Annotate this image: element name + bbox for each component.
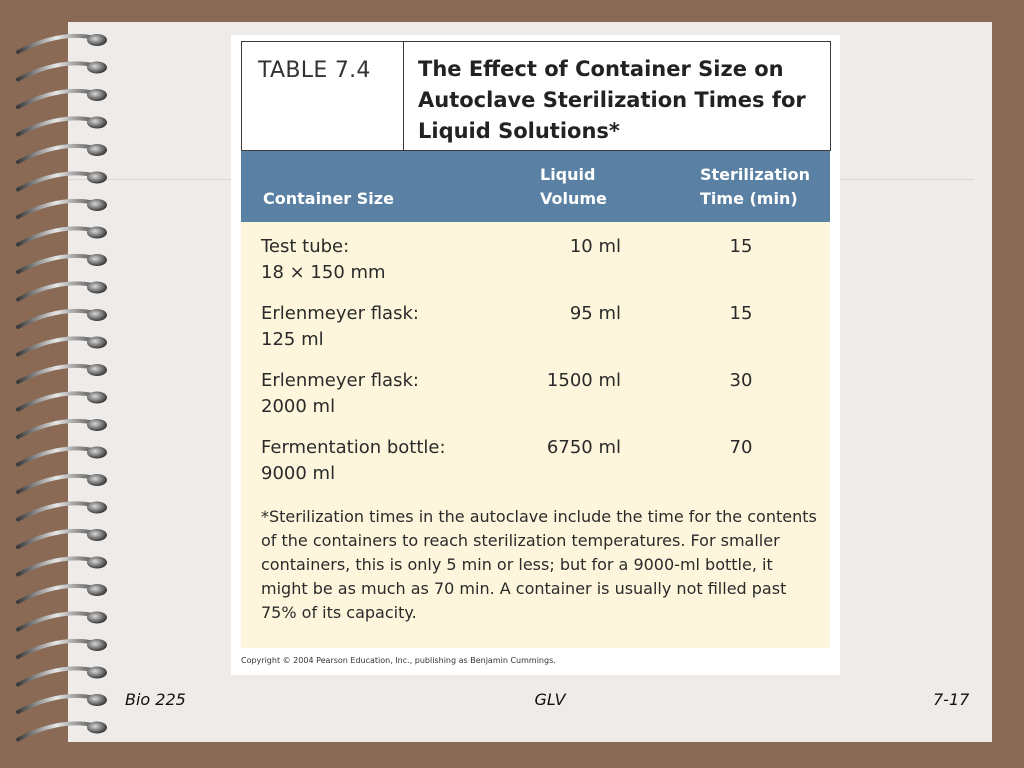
binding-hole xyxy=(87,529,107,541)
header-sterilization-time: Sterilization Time (min) xyxy=(700,165,810,208)
table-panel xyxy=(231,35,840,675)
container-size-detail: 9000 ml xyxy=(261,463,336,484)
container-size-line: Fermentation bottle: xyxy=(261,437,446,458)
spiral-ring xyxy=(18,723,95,739)
table-row xyxy=(241,234,830,294)
spiral-ring xyxy=(18,311,95,327)
spiral-ring xyxy=(18,36,95,52)
container-size-cell xyxy=(261,368,521,420)
container-size-cell xyxy=(261,301,521,353)
spiral-ring xyxy=(18,586,95,602)
table-row xyxy=(241,301,830,361)
spiral-ring xyxy=(18,256,95,272)
binding-hole xyxy=(87,419,107,431)
spiral-ring xyxy=(18,696,95,712)
spiral-ring xyxy=(18,338,95,354)
spiral-ring xyxy=(18,118,95,134)
sterilization-time-cell: 15 xyxy=(729,236,753,257)
spiral-ring xyxy=(18,476,95,492)
binding-hole xyxy=(87,337,107,349)
binding-hole xyxy=(87,199,107,211)
binding-hole xyxy=(87,584,107,596)
binding-hole xyxy=(87,447,107,459)
binding-hole xyxy=(87,254,107,266)
binding-hole xyxy=(87,722,107,734)
header-container-size: Container Size xyxy=(263,189,394,208)
container-size-line: Erlenmeyer flask: xyxy=(261,370,419,391)
binding-hole xyxy=(87,694,107,706)
binding-hole xyxy=(87,62,107,74)
liquid-volume-cell: 6750 ml xyxy=(546,437,621,458)
footer-course: Bio 225 xyxy=(125,690,186,709)
spiral-ring xyxy=(18,393,95,409)
table-header xyxy=(241,151,830,222)
table-title-box xyxy=(241,41,831,151)
binding-hole xyxy=(87,392,107,404)
spiral-ring xyxy=(18,613,95,629)
spiral-ring xyxy=(18,228,95,244)
spiral-ring xyxy=(18,503,95,519)
container-size-line: Test tube: xyxy=(261,236,350,257)
binding-hole xyxy=(87,557,107,569)
table-title: The Effect of Container Size on Autoclave Sterilization Times for Liquid Solutions* xyxy=(418,57,806,143)
footer-author: GLV xyxy=(534,690,566,709)
sterilization-time-cell: 30 xyxy=(729,370,753,391)
liquid-volume-cell: 95 ml xyxy=(569,303,621,324)
binding-hole xyxy=(87,227,107,239)
binding-hole xyxy=(87,172,107,184)
spiral-ring xyxy=(18,91,95,107)
table-body xyxy=(241,222,830,648)
binding-hole xyxy=(87,34,107,46)
container-size-cell xyxy=(261,435,521,487)
spiral-ring xyxy=(18,558,95,574)
container-size-line: Erlenmeyer flask: xyxy=(261,303,419,324)
title-divider xyxy=(403,42,404,150)
binding-hole xyxy=(87,144,107,156)
spiral-ring xyxy=(18,366,95,382)
container-size-detail: 125 ml xyxy=(261,329,324,350)
spiral-ring xyxy=(18,63,95,79)
table-number: TABLE 7.4 xyxy=(258,58,371,83)
liquid-volume-cell: 10 ml xyxy=(569,236,621,257)
container-size-cell xyxy=(261,234,521,286)
binding-hole xyxy=(87,612,107,624)
binding-hole xyxy=(87,282,107,294)
binding-hole xyxy=(87,89,107,101)
spiral-ring xyxy=(18,448,95,464)
spiral-ring xyxy=(18,531,95,547)
binding-hole xyxy=(87,117,107,129)
liquid-volume-cell: 1500 ml xyxy=(546,370,621,391)
table-row xyxy=(241,435,830,495)
spiral-ring xyxy=(18,173,95,189)
spiral-ring xyxy=(18,421,95,437)
binding-hole xyxy=(87,667,107,679)
spiral-ring xyxy=(18,146,95,162)
binding-hole xyxy=(87,502,107,514)
spiral-ring xyxy=(18,641,95,657)
header-liquid-volume: Liquid Volume xyxy=(540,165,607,208)
copyright-notice: Copyright © 2004 Pearson Education, Inc., publishing as Benjamin Cummings. xyxy=(241,656,556,665)
spiral-binding-icon xyxy=(0,26,130,746)
footer-slide-number: 7-17 xyxy=(933,690,970,709)
binding-hole xyxy=(87,474,107,486)
binding-hole xyxy=(87,639,107,651)
table-row xyxy=(241,368,830,428)
spiral-ring xyxy=(18,283,95,299)
sterilization-time-cell: 15 xyxy=(729,303,753,324)
binding-hole xyxy=(87,364,107,376)
container-size-detail: 18 × 150 mm xyxy=(261,262,386,283)
sterilization-time-cell: 70 xyxy=(729,437,753,458)
table-footnote: *Sterilization times in the autoclave include the time for the contents of the containers to reach sterilization temperatures. For smaller containers, this is only 5 min or less; but for a 9000-ml bottle, it might be as much as 70 min. A container is usually not filled past 75% of its capacity. xyxy=(261,507,817,622)
spiral-ring xyxy=(18,668,95,684)
container-size-detail: 2000 ml xyxy=(261,396,336,417)
binding-hole xyxy=(87,309,107,321)
spiral-ring xyxy=(18,201,95,217)
